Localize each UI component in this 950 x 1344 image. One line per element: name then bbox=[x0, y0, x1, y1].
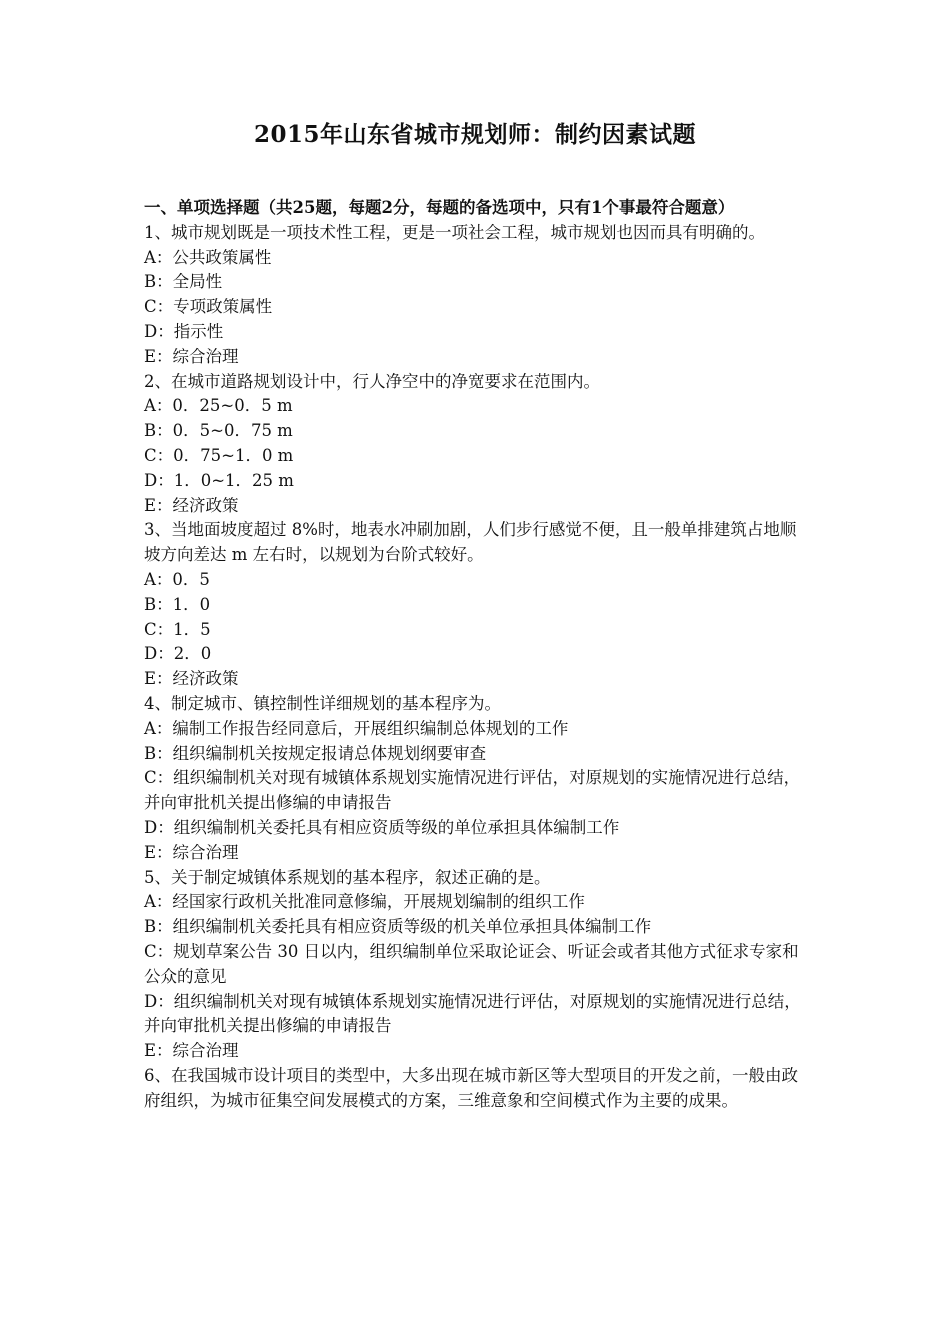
question-stem: 2、在城市道路规划设计中，行人净空中的净宽要求在范围内。 bbox=[144, 371, 600, 391]
question-stem: 5、关于制定城镇体系规划的基本程序，叙述正确的是。 bbox=[144, 867, 551, 887]
question-6 bbox=[144, 1064, 810, 1114]
option-d: D：指示性 bbox=[144, 321, 224, 341]
option-a: A：编制工作报告经同意后，开展组织编制总体规划的工作 bbox=[144, 718, 569, 738]
option-e: E：综合治理 bbox=[144, 346, 239, 366]
section-heading: 一、单项选择题（共25题，每题2分，每题的备选项中，只有1个事最符合题意） bbox=[144, 198, 735, 217]
option-b: B：0．5~0．75 m bbox=[144, 421, 293, 441]
option-d: D：组织编制机关委托具有相应资质等级的单位承担具体编制工作 bbox=[144, 817, 620, 837]
option-c: C：规划草案公告 30 日以内，组织编制单位采取论证会、听证会或者其他方式征求专家和公众的意见 bbox=[144, 941, 799, 986]
option-a: A：0．25~0．5 m bbox=[144, 396, 293, 416]
option-b: B：全局性 bbox=[144, 272, 223, 292]
option-c: C：专项政策属性 bbox=[144, 297, 273, 317]
question-5 bbox=[144, 866, 810, 1064]
option-e: E：经济政策 bbox=[144, 495, 239, 515]
question-stem: 6、在我国城市设计项目的类型中，大多出现在城市新区等大型项目的开发之前，一般由政府组织，为城市征集空间发展模式的方案，三维意象和空间模式作为主要的成果。 bbox=[144, 1065, 798, 1110]
option-e: E：综合治理 bbox=[144, 1041, 239, 1061]
document-body bbox=[144, 196, 810, 1113]
option-b: B：1．0 bbox=[144, 594, 211, 614]
question-stem: 4、制定城市、镇控制性详细规划的基本程序为。 bbox=[144, 693, 501, 713]
option-e: E：经济政策 bbox=[144, 669, 239, 689]
question-2 bbox=[144, 370, 810, 519]
question-stem: 3、当地面坡度超过 8%时，地表水冲刷加剧，人们步行感觉不便，且一般单排建筑占地顺坡方向差达 m 左右时，以规划为台阶式较好。 bbox=[144, 520, 797, 565]
question-3 bbox=[144, 518, 810, 692]
document-title: 2015年山东省城市规划师：制约因素试题 bbox=[253, 121, 696, 148]
option-d: D：1．0~1．25 m bbox=[144, 470, 294, 490]
option-d: D：2．0 bbox=[144, 644, 212, 664]
option-c: C：组织编制机关对现有城镇体系规划实施情况进行评估，对原规划的实施情况进行总结，并向审批机关提出修编的申请报告 bbox=[144, 768, 801, 813]
option-c: C：1．5 bbox=[144, 619, 211, 639]
option-b: B：组织编制机关按规定报请总体规划纲要审查 bbox=[144, 743, 487, 763]
option-a: A：经国家行政机关批准同意修编，开展规划编制的组织工作 bbox=[144, 892, 585, 912]
option-a: A：0．5 bbox=[144, 569, 210, 589]
question-1 bbox=[144, 221, 810, 370]
option-b: B：组织编制机关委托具有相应资质等级的机关单位承担具体编制工作 bbox=[144, 917, 652, 937]
question-4 bbox=[144, 692, 810, 866]
option-d: D：组织编制机关对现有城镇体系规划实施情况进行评估，对原规划的实施情况进行总结，并向审批机关提出修编的申请报告 bbox=[144, 991, 801, 1036]
question-stem: 1、城市规划既是一项技术性工程，更是一项社会工程，城市规划也因而具有明确的。 bbox=[144, 222, 765, 242]
option-a: A：公共政策属性 bbox=[144, 247, 272, 267]
option-e: E：综合治理 bbox=[144, 842, 239, 862]
option-c: C：0．75~1．0 m bbox=[144, 445, 294, 465]
